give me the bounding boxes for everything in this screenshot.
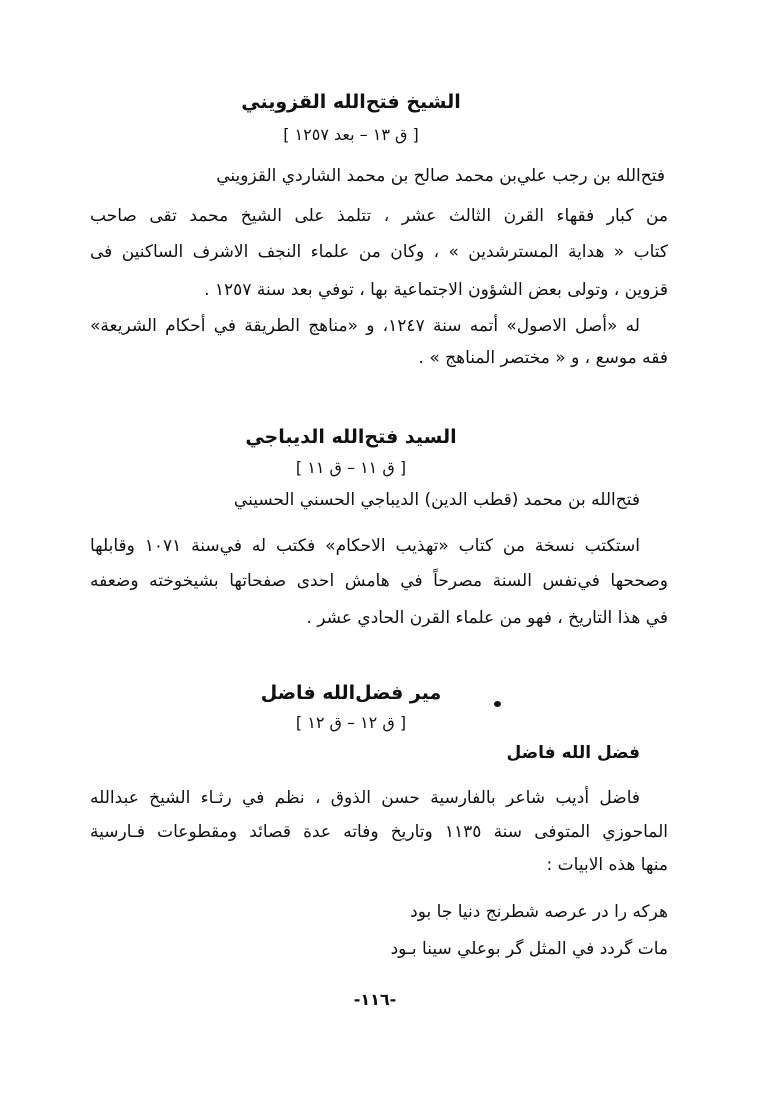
body-line: من كبار فقهاء القرن الثالث عشر ، تتلمذ على الشيخ محمد تقى صاحب [90, 206, 668, 226]
bullet-mark [494, 701, 501, 707]
body-line: الماحوزي المتوفى سنة ١١٣٥ وتاريخ وفاته عدة قصائد ومقطوعات فـارسية [90, 822, 668, 842]
body-line: استكتب نسخة من كتاب «تهذيب الاحكام» فكتب له في‌سنة ١٠٧١ وقابلها [90, 536, 640, 556]
entry-dates: [ ق ١٢ – ق ١٢ ] [295, 713, 407, 732]
body-line: فتح‌الله بن محمد (قطب الدين) الديباجي الحسني الحسيني [233, 490, 640, 510]
entry-title: الشيخ فتح‌الله القزويني [241, 91, 461, 113]
entry-dates: [ ق ١١ – ق ١١ ] [295, 458, 407, 477]
entry-dates: [ ق ١٣ – بعد ١٢٥٧ ] [283, 125, 419, 144]
entry-subheading: فضل الله فاضل [506, 743, 640, 763]
entry-title: السيد فتح‌الله الديباجي [245, 426, 457, 448]
page-number: -١١٦- [353, 990, 397, 1009]
body-line: وصححها في‌نفس السنة مصرحاً في هامش احدى صفحاتها بشيخوخته وضعفه [90, 571, 668, 591]
body-line: منها هذه الابيات : [546, 855, 668, 875]
body-line: فتح‌الله بن رجب علي‌بن محمد صالح بن محمد الشاردي القزويني [216, 166, 665, 186]
verse-line: هركه را در عرصه شطرنج دنيا جا بود [410, 902, 668, 922]
body-line: كتاب « هداية المسترشدين » ، وكان من علماء النجف الاشرف الساكنين فى [90, 242, 668, 262]
body-line: فقه موسع ، و « مختصر المناهج » . [418, 348, 668, 368]
body-line: له «أصل الاصول» أتمه سنة ١٢٤٧، و «مناهج الطريقة في أحكام الشريعة» [90, 316, 640, 336]
body-line: فاضل أديب شاعر بالفارسية حسن الذوق ، نظم في رثـاء الشيخ عبدالله [90, 788, 640, 808]
verse-line: مات گردد في المثل گر بوعلي سينا بـود [390, 939, 668, 959]
body-line: قزوين ، وتولى بعض الشؤون الاجتماعية بها ، توفي بعد سنة ١٢٥٧ . [204, 280, 668, 300]
body-line: في هذا التاريخ ، فهو من علماء القرن الحادي عشر . [306, 608, 668, 628]
entry-title: مير فضل‌الله فاضل [260, 682, 442, 704]
